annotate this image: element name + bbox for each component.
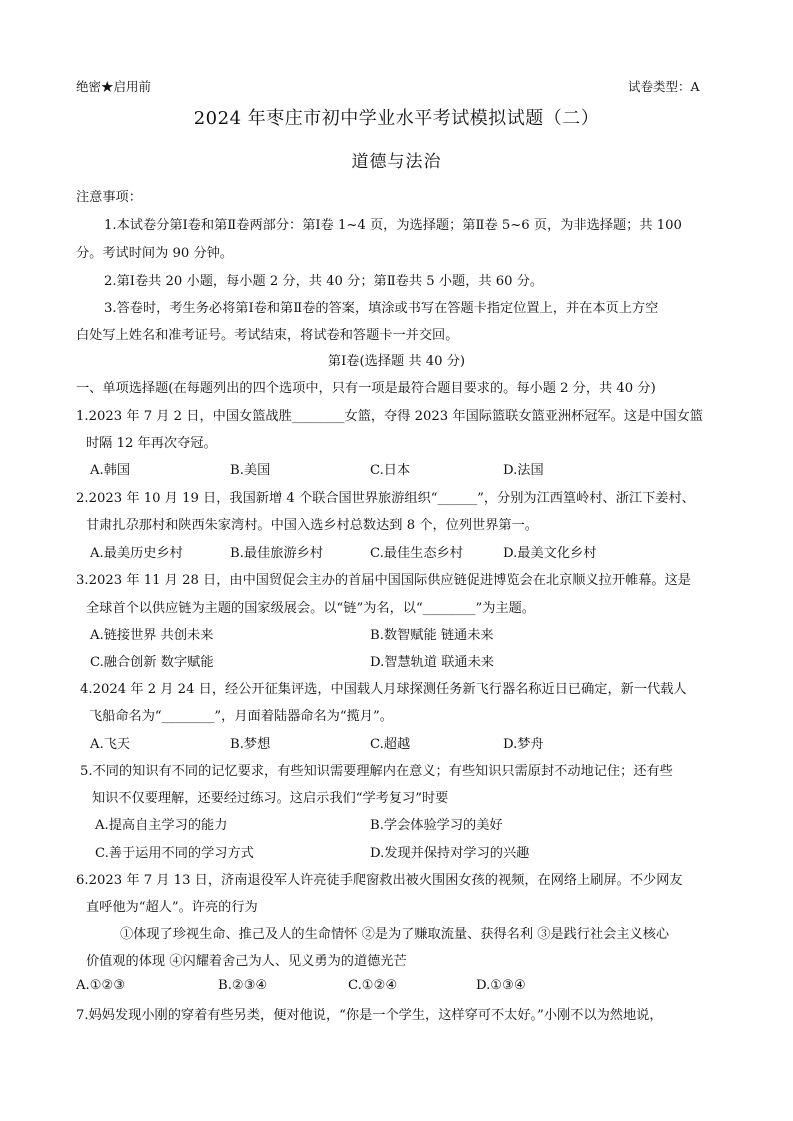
question-6-line-3: ①体现了珍视生命、推己及人的生命情怀 ②是为了赚取流量、获得名利 ③是践行社会主义核心 (120, 927, 670, 942)
notes-heading: 注意事项： (76, 190, 142, 205)
question-4-line-1: 4.2024 年 2 月 24 日，经公开征集评选，中国载人月球探测任务新飞行器名称近日已确定，新一代载人 (80, 682, 687, 697)
question-4-line-2: 飞船命名为“________”，月面着陆器命名为“揽月”。 (89, 709, 393, 724)
question-7-line-1: 7.妈妈发现小刚的穿着有些另类，便对他说，“你是一个学生，这样穿可不太好。”小刚不以为然地说， (76, 1008, 663, 1023)
question-3-option-c: C.融合创新 数字赋能 (90, 655, 214, 670)
section-title: 第Ⅰ卷(选择题 共 40 分) (327, 354, 466, 369)
question-1-line-1: 1.2023 年 7 月 2 日，中国女篮战胜________女篮，夺得 2023 年国际篮联女篮亚洲杯冠军。这是中国女篮 (76, 409, 703, 424)
question-6-option-b: B.②③④ (218, 978, 268, 993)
question-2-option-c: C.最佳生态乡村 (370, 546, 463, 561)
question-6-option-d: D.①③④ (476, 978, 526, 993)
question-4-option-b: B.梦想 (230, 737, 271, 752)
section-instruction: 一、单项选择题(在每题列出的四个选项中，只有一项是最符合题目要求的。每小题 2 分，共 40 分) (76, 381, 656, 396)
question-5-option-d: D.发现并保持对学习的兴趣 (370, 846, 530, 861)
question-6-line-1: 6.2023 年 7 月 13 日，济南退役军人许亮徒手爬窗救出被火围困女孩的视频，在网络上刷屏。不少网友 (76, 873, 683, 888)
question-4-option-d: D.梦舟 (503, 737, 544, 752)
question-2-option-b: B.最佳旅游乡村 (230, 546, 324, 561)
question-5-option-b: B.学会体验学习的美好 (370, 818, 503, 833)
question-6-line-4: 价值观的体现 ④闪耀着舍己为人、见义勇为的道德光芒 (86, 954, 407, 969)
question-4-option-c: C.超越 (370, 737, 411, 752)
question-5-line-1: 5.不同的知识有不同的记忆要求，有些知识需要理解内在意义；有些知识只需原封不动地记住；还有些 (80, 764, 673, 779)
question-2-line-1: 2.2023 年 10 月 19 日，我国新增 4 个联合国世界旅游组织“______”，分别为江西篁岭村、浙江下姜村、 (76, 491, 695, 506)
question-6-line-2: 直呼他为“超人”。许亮的行为 (86, 900, 258, 915)
question-1-option-b: B.美国 (230, 463, 271, 478)
subject-title: 道德与法治 (351, 152, 442, 172)
question-2-option-a: A.最美历史乡村 (90, 546, 183, 561)
question-3-line-2: 全球首个以供应链为主题的国家级展会。以“链”为名，以“________”为主题。 (86, 601, 535, 616)
note-1-line-2: 分。考试时间为 90 分钟。 (76, 246, 234, 261)
question-4-option-a: A.飞天 (90, 737, 131, 752)
question-1-option-a: A.韩国 (90, 463, 131, 478)
question-5-option-a: A.提高自主学习的能力 (95, 818, 228, 833)
question-1-line-2: 时隔 12 年再次夺冠。 (86, 436, 217, 451)
note-1-line-1: 1.本试卷分第Ⅰ卷和第Ⅱ卷两部分：第Ⅰ卷 1~4 页，为选择题；第Ⅱ卷 5~6 页，为非选择题；共 100 (104, 218, 682, 233)
question-6-option-a: A.①②③ (76, 978, 126, 993)
confidential-mark: 绝密★启用前 (76, 79, 152, 94)
question-5-line-2: 知识不仅要理解，还要经过练习。这启示我们“学考复习”时要 (92, 791, 449, 806)
note-3-line-1: 3.答卷时，考生务必将第Ⅰ卷和第Ⅱ卷的答案，填涂或书写在答题卡指定位置上，并在本页上方空 (104, 301, 659, 316)
question-3-line-1: 3.2023 年 11 月 28 日，由中国贸促会主办的首届中国国际供应链促进博览会在北京顺义拉开帷幕。这是 (76, 573, 691, 588)
question-1-option-c: C.日本 (370, 463, 411, 478)
exam-title: 2024 年枣庄市初中学业水平考试模拟试题（二） (193, 108, 600, 129)
question-6-option-c: C.①②④ (348, 978, 398, 993)
question-3-option-d: D.智慧轨道 联通未来 (370, 655, 494, 670)
question-2-line-2: 甘肃扎尕那村和陕西朱家湾村。中国入选乡村总数达到 8 个，位列世界第一。 (86, 518, 538, 533)
question-2-option-d: D.最美文化乡村 (503, 546, 597, 561)
question-1-option-d: D.法国 (503, 463, 544, 478)
paper-type: 试卷类型：A (628, 79, 700, 94)
question-5-option-c: C.善于运用不同的学习方式 (95, 846, 254, 861)
note-2: 2.第Ⅰ卷共 20 小题，每小题 2 分，共 40 分；第Ⅱ卷共 5 小题，共 60 分。 (104, 274, 544, 289)
question-3-option-a: A.链接世界 共创未来 (90, 628, 214, 643)
note-3-line-2: 白处写上姓名和准考证号。考试结束，将试卷和答题卡一并交回。 (76, 328, 459, 343)
question-3-option-b: B.数智赋能 链通未来 (370, 628, 494, 643)
